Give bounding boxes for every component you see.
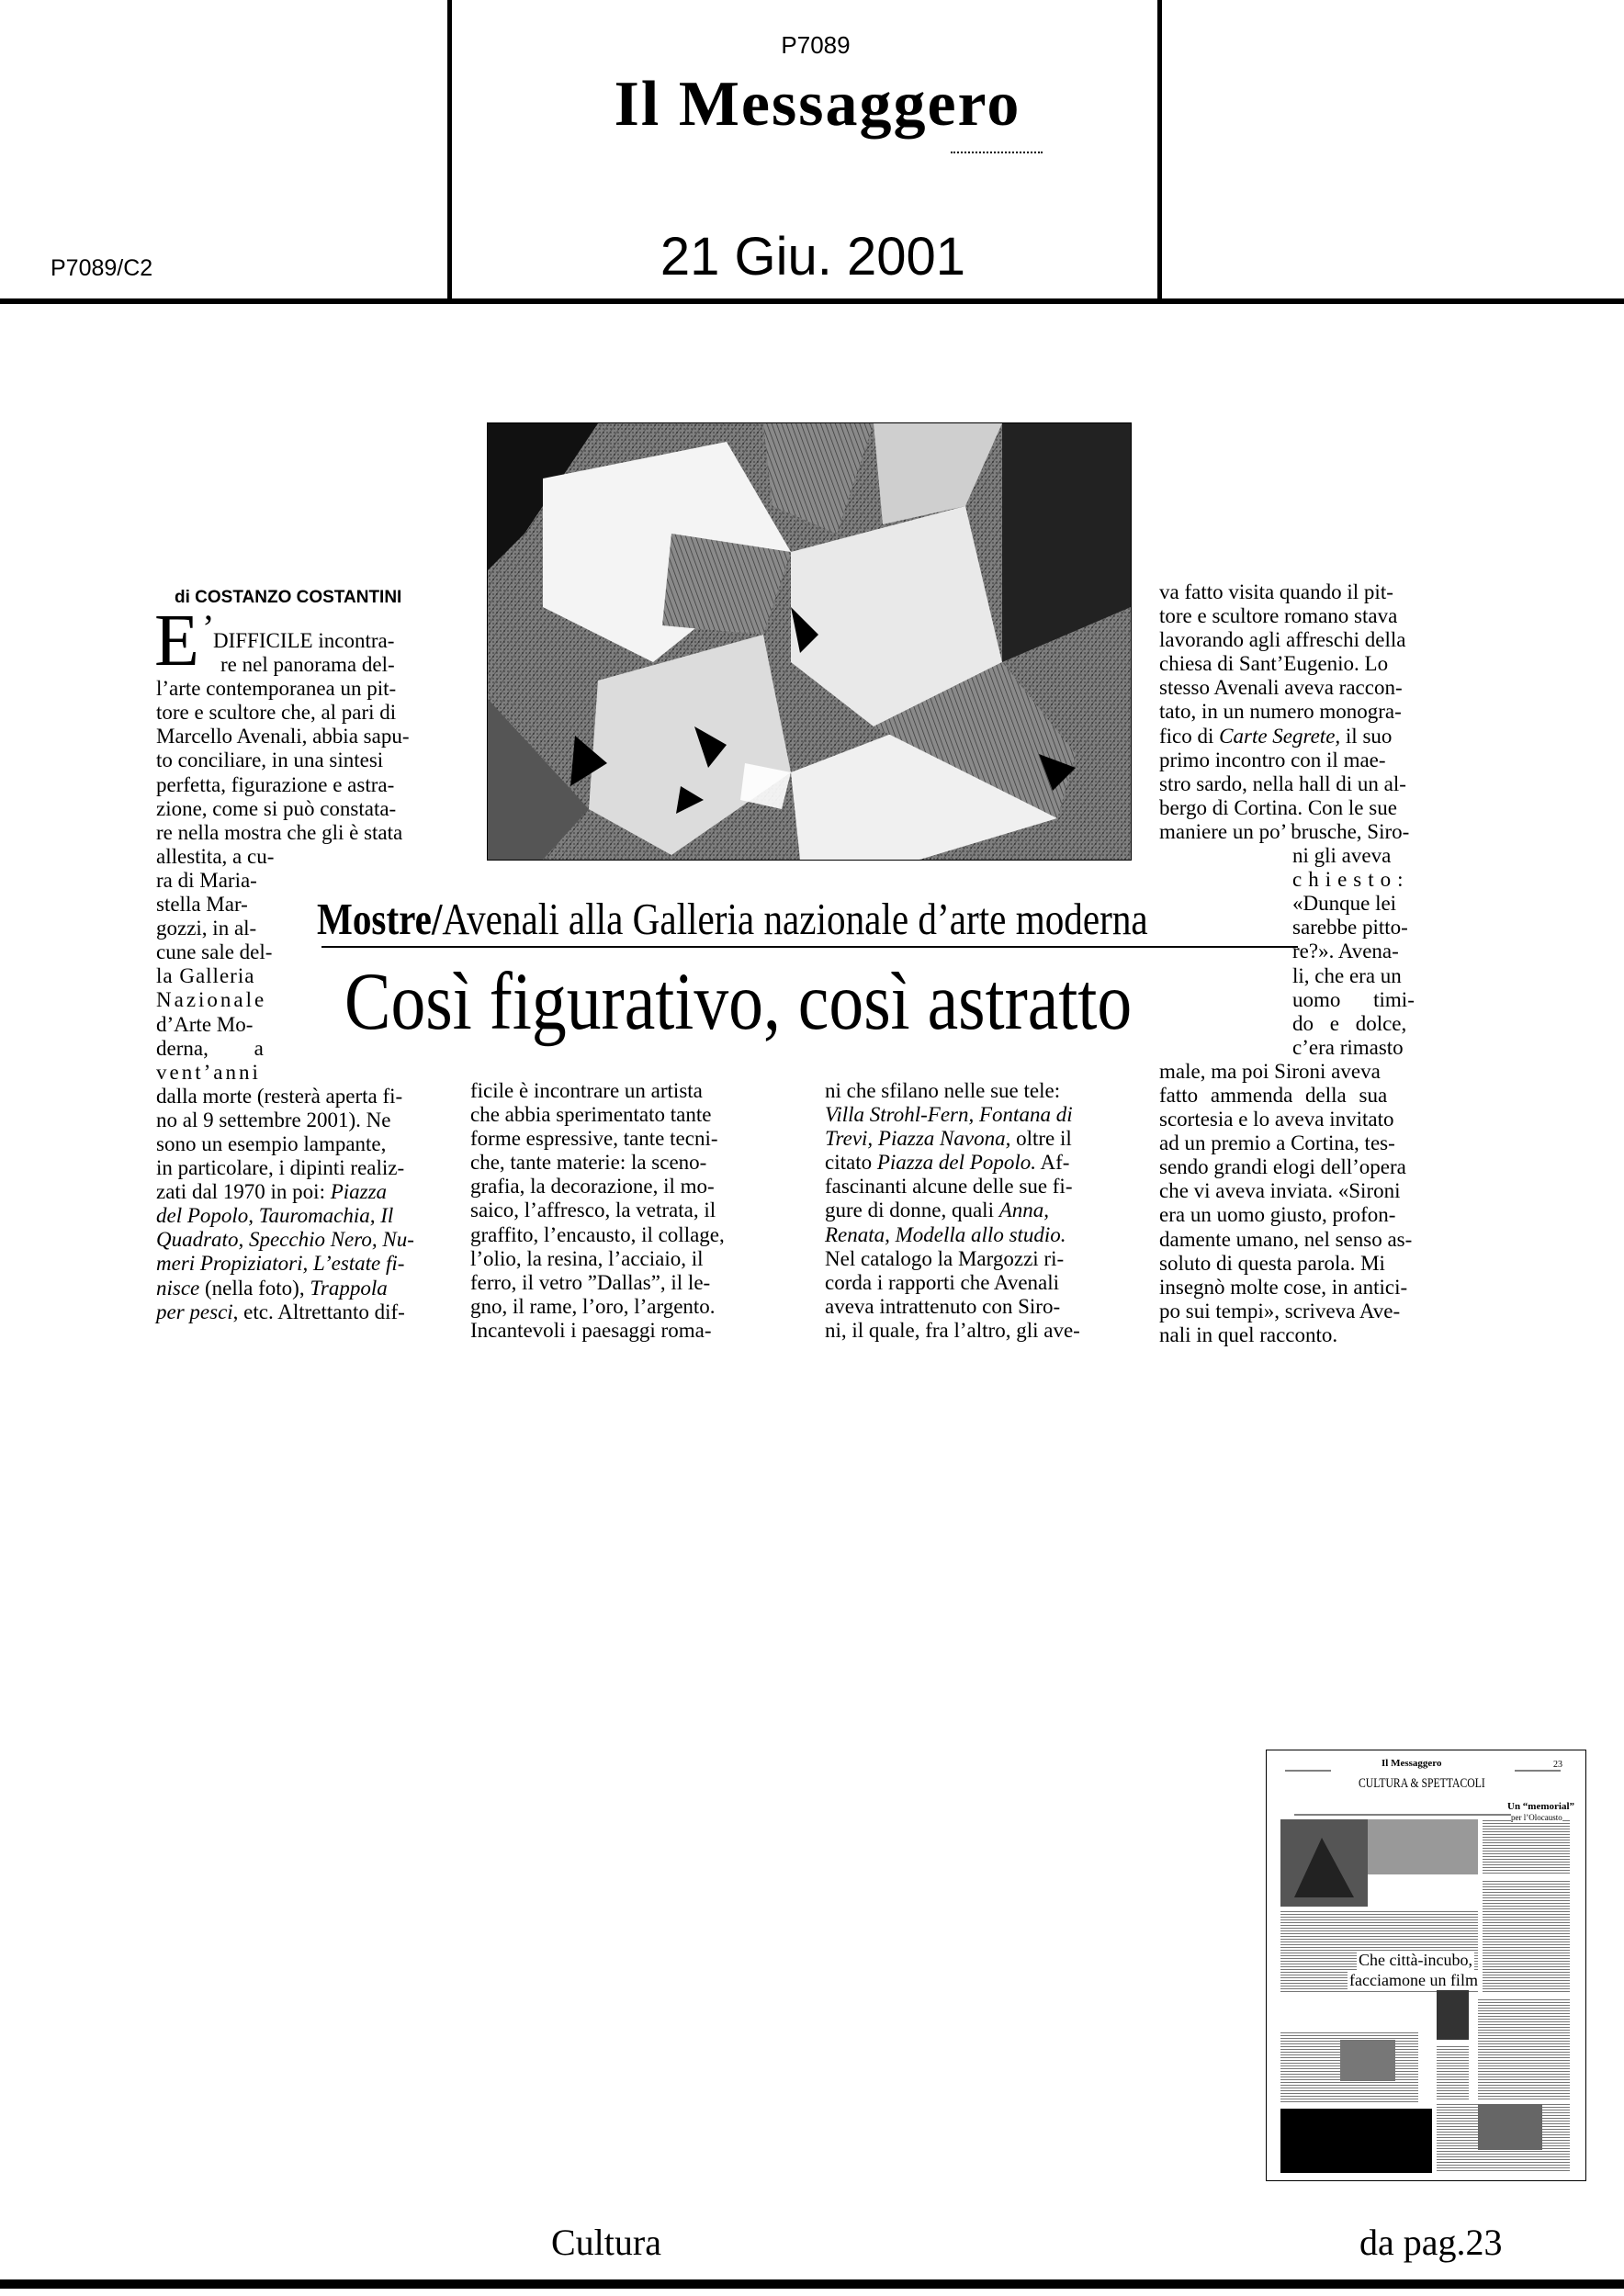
text-line: aveva intrattenuto con Siro- bbox=[825, 1294, 1061, 1318]
text-line bbox=[825, 1199, 1137, 1222]
article-title: Così figurativo, così astratto bbox=[344, 957, 1133, 1047]
text-line: sono un esempio lampante, bbox=[156, 1131, 387, 1155]
text-line: damente umano, nel senso as- bbox=[1159, 1227, 1413, 1251]
text-line bbox=[825, 1127, 1137, 1151]
text-run: gure di donne, quali bbox=[825, 1199, 994, 1222]
artwork-title: Trevi, Piazza Navona, bbox=[825, 1127, 1011, 1151]
text-line: vent’anni bbox=[156, 1060, 261, 1084]
drop-cap-apostrophe: ’ bbox=[202, 607, 215, 648]
text-line: graffito, l’encausto, il collage, bbox=[470, 1222, 725, 1246]
text-run: (nella foto), bbox=[205, 1276, 305, 1300]
text-line: to conciliare, in una sintesi bbox=[156, 748, 384, 772]
text-run: il suo bbox=[1345, 724, 1393, 748]
text-line: forme espressive, tante tecni- bbox=[470, 1127, 718, 1151]
text-line: no al 9 settembre 2001). Ne bbox=[156, 1108, 391, 1131]
text-line: insegnò molte cose, in antici- bbox=[1159, 1275, 1408, 1299]
artwork-title: per pesci bbox=[156, 1300, 233, 1323]
artwork-title: Anna, bbox=[998, 1199, 1050, 1222]
drop-cap: E bbox=[154, 601, 199, 681]
text-line: stesso Avenali aveva raccon- bbox=[1159, 676, 1403, 700]
page-thumbnail bbox=[1266, 1750, 1586, 2181]
text-line bbox=[156, 1300, 459, 1324]
text-line: sendo grandi elogi dell’opera bbox=[1159, 1155, 1406, 1179]
text-line: re nel panorama del- bbox=[220, 653, 395, 677]
text-line: ferro, il vetro ”Dallas”, il le- bbox=[470, 1270, 711, 1294]
text-line: ficile è incontrare un artista bbox=[470, 1079, 703, 1102]
text-line: tore e scultore che, al pari di bbox=[156, 701, 397, 725]
newspaper-logo: Il Messaggero bbox=[614, 69, 1021, 140]
text-run: zati dal 1970 in poi: bbox=[156, 1180, 325, 1204]
thumbnail-page-number: 23 bbox=[1553, 1760, 1562, 1770]
thumbnail-side-subhead: per l’Olocausto bbox=[1511, 1813, 1562, 1822]
text-line: Nel catalogo la Margozzi ri- bbox=[825, 1246, 1065, 1270]
text-line bbox=[1159, 725, 1472, 748]
text-line: nali in quel racconto. bbox=[1159, 1322, 1338, 1346]
text-line: fascinanti alcune delle sue fi- bbox=[825, 1175, 1073, 1199]
text-line: tato, in un numero monogra- bbox=[1159, 700, 1402, 724]
text-line: bergo di Cortina. Con le sue bbox=[1159, 795, 1397, 819]
artwork-titles: Quadrato, Specchio Nero, Nu- bbox=[156, 1228, 414, 1252]
text-line: ra di Maria- bbox=[156, 868, 257, 892]
artwork-titles: Villa Strohl-Fern, Fontana di bbox=[825, 1103, 1073, 1127]
text-line: ni gli aveva bbox=[1292, 844, 1392, 868]
text-line: gno, il rame, l’oro, l’argento. bbox=[470, 1294, 716, 1318]
thumbnail-headline-2: facciamone un film bbox=[1349, 1971, 1478, 1989]
text-line: chiesa di Sant’Eugenio. Lo bbox=[1159, 652, 1389, 676]
text-line: saico, l’affresco, la vetrata, il bbox=[470, 1199, 716, 1222]
artwork-titles: Renata, Modella allo studio. bbox=[825, 1222, 1066, 1246]
text-line: zione, come si può constata- bbox=[156, 796, 397, 820]
section-label: Cultura bbox=[551, 2222, 661, 2263]
text-line: scortesia e lo aveva invitato bbox=[1159, 1108, 1394, 1131]
text-line bbox=[156, 1277, 459, 1300]
text-line: cune sale del- bbox=[156, 940, 273, 964]
text-line: DIFFICILE incontra- bbox=[213, 629, 395, 652]
artwork-title: nisce bbox=[156, 1276, 200, 1300]
text-line: la Galleria bbox=[156, 964, 255, 988]
article-column-4 bbox=[1159, 580, 1472, 1347]
text-line: ad un premio a Cortina, tes- bbox=[1159, 1131, 1395, 1155]
text-line: re?». Avena- bbox=[1292, 940, 1399, 963]
text-line: stella Mar- bbox=[156, 893, 248, 917]
text-run: , etc. Altrettanto dif- bbox=[232, 1300, 405, 1323]
text-line: re nella mostra che gli è stata bbox=[156, 820, 403, 844]
text-line: Nazionale bbox=[156, 988, 267, 1012]
text-run: oltre il bbox=[1016, 1127, 1072, 1151]
text-line: maniere un po’ brusche, Siro- bbox=[1159, 819, 1410, 843]
article-kicker bbox=[317, 893, 1150, 945]
text-line: perfetta, figurazione e astra- bbox=[156, 772, 395, 796]
text-line: corda i rapporti che Avenali bbox=[825, 1270, 1060, 1294]
text-line: Incantevoli i paesaggi roma- bbox=[470, 1318, 712, 1342]
text-line: tore e scultore romano stava bbox=[1159, 604, 1398, 628]
page-reference: da pag.23 bbox=[1359, 2222, 1503, 2263]
text-run: citato bbox=[825, 1151, 873, 1175]
thumbnail-masthead: Il Messaggero bbox=[1382, 1758, 1442, 1769]
text-line: stro sardo, nella hall di un al- bbox=[1159, 771, 1406, 795]
text-line: l’olio, la resina, l’acciaio, il bbox=[470, 1246, 704, 1270]
text-line: era un uomo giusto, profon- bbox=[1159, 1203, 1396, 1227]
text-line: l’arte contemporanea un pit- bbox=[156, 677, 397, 701]
publication-title: Carte Segrete, bbox=[1219, 724, 1341, 748]
text-line: d’Arte Mo- bbox=[156, 1012, 254, 1036]
byline: di COSTANZO COSTANTINI bbox=[175, 588, 402, 607]
text-line: dalla morte (resterà aperta fi- bbox=[156, 1084, 403, 1108]
text-line: che, tante materie: la sceno- bbox=[470, 1151, 707, 1175]
text-line: «Dunque lei bbox=[1292, 892, 1397, 916]
header-divider-left bbox=[447, 0, 452, 303]
header-date: 21 Giu. 2001 bbox=[660, 227, 966, 287]
header-divider-right bbox=[1157, 0, 1162, 303]
article-column-2 bbox=[470, 1079, 796, 1343]
artwork-titles: del Popolo, Tauromachia, Il bbox=[156, 1204, 394, 1228]
text-line: Marcello Avenali, abbia sapu- bbox=[156, 725, 410, 748]
text-line: male, ma poi Sironi aveva bbox=[1159, 1059, 1381, 1083]
header-code: P7089 bbox=[781, 31, 851, 59]
text-line: soluto di questa parola. Mi bbox=[1159, 1251, 1385, 1275]
text-run: fico di bbox=[1159, 724, 1214, 748]
text-line: ni, il quale, fra l’altro, gli ave- bbox=[825, 1318, 1080, 1342]
text-line: fatto ammenda della sua bbox=[1159, 1083, 1388, 1107]
thumbnail-headline-1: Che città-incubo, bbox=[1359, 1951, 1472, 1969]
text-line bbox=[156, 1180, 459, 1204]
thumbnail-side-headline: Un “memorial” bbox=[1507, 1801, 1575, 1812]
text-line: sarebbe pitto- bbox=[1292, 916, 1408, 940]
text-line bbox=[825, 1151, 1137, 1175]
text-line: in particolare, i dipinti realiz- bbox=[156, 1156, 405, 1180]
text-line: derna, a bbox=[156, 1036, 264, 1060]
logo-subline bbox=[951, 152, 1043, 157]
artwork-titles: meri Propiziatori, L’estate fi- bbox=[156, 1252, 405, 1276]
header-ref-code: P7089/C2 bbox=[51, 255, 153, 281]
text-line: che abbia sperimentato tante bbox=[470, 1103, 712, 1127]
footer-rule bbox=[0, 2279, 1624, 2289]
header-bottom-rule bbox=[0, 298, 1624, 304]
text-line: chiesto: bbox=[1292, 868, 1410, 892]
kicker-label: Mostre/ bbox=[317, 894, 443, 944]
artwork-title: Trappola bbox=[310, 1276, 388, 1300]
artwork-title: Piazza bbox=[330, 1180, 388, 1204]
thumbnail-section: CULTURA & SPETTACOLI bbox=[1359, 1776, 1485, 1791]
text-line: po sui tempi», scriveva Ave- bbox=[1159, 1299, 1401, 1322]
text-line: allestita, a cu- bbox=[156, 844, 275, 868]
artwork-photo bbox=[487, 422, 1132, 861]
text-line: gozzi, in al- bbox=[156, 917, 257, 940]
text-line: ni che sfilano nelle sue tele: bbox=[825, 1079, 1061, 1102]
text-line: do e dolce, bbox=[1292, 1011, 1407, 1035]
text-line: grafia, la decorazione, il mo- bbox=[470, 1175, 715, 1199]
artwork-title: Piazza del Popolo. bbox=[876, 1151, 1036, 1175]
text-line: primo incontro con il mae- bbox=[1159, 748, 1386, 771]
artwork-image bbox=[488, 423, 1131, 860]
text-line: che vi aveva inviata. «Sironi bbox=[1159, 1179, 1401, 1203]
text-run: Af- bbox=[1040, 1151, 1070, 1175]
text-line: li, che era un bbox=[1292, 963, 1402, 987]
text-line: lavorando agli affreschi della bbox=[1159, 628, 1406, 652]
text-line: c’era rimasto bbox=[1292, 1035, 1404, 1059]
text-line: uomo timi- bbox=[1292, 987, 1415, 1011]
kicker-underline bbox=[321, 946, 1298, 948]
kicker-text: Avenali alla Galleria nazionale d’arte moderna bbox=[442, 894, 1148, 944]
article-column-3 bbox=[825, 1079, 1137, 1343]
text-line: va fatto visita quando il pit- bbox=[1159, 580, 1393, 603]
